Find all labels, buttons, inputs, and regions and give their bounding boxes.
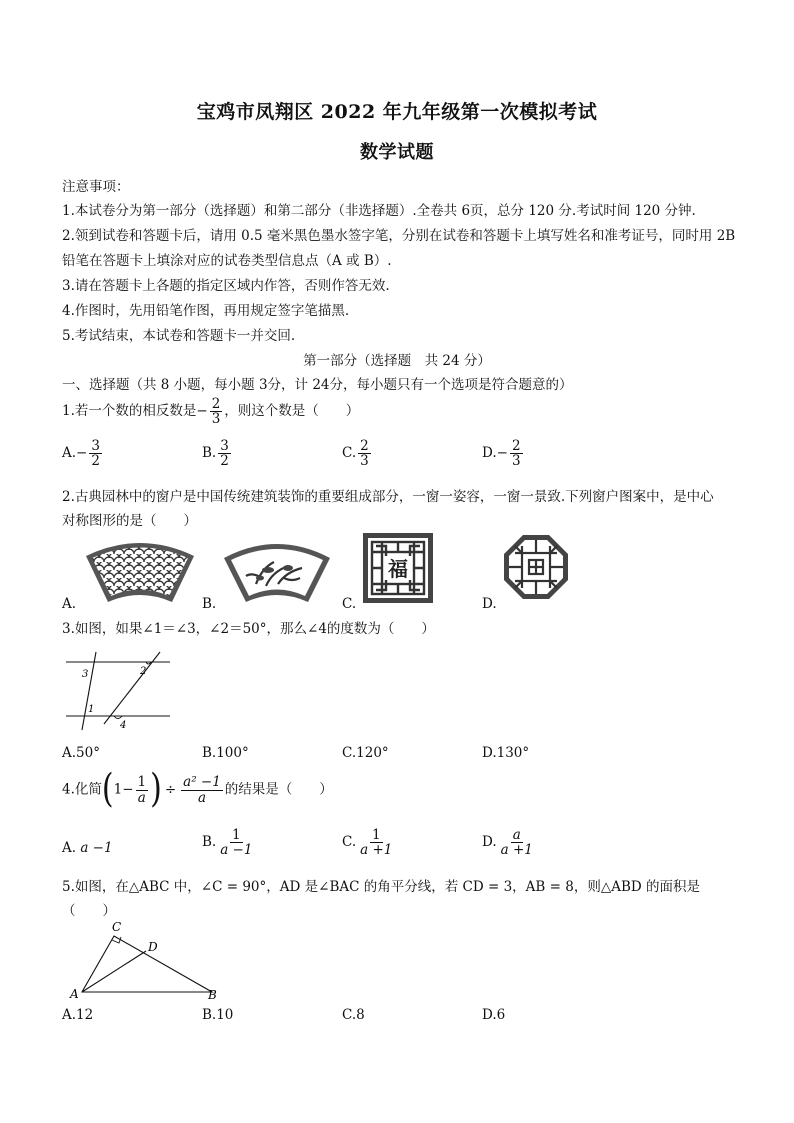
- q4-right-paren: ): [150, 766, 162, 813]
- q4-left-paren: (: [101, 766, 114, 813]
- q1-option-a-sign: −: [76, 445, 88, 462]
- q5-label-c: C: [112, 920, 122, 934]
- q1-option-d-num: 2: [511, 438, 521, 454]
- q5-option-a: A.12: [62, 1007, 94, 1023]
- window-octagon-lattice-image: [503, 534, 569, 600]
- q4-option-c-den: a +1: [360, 842, 393, 859]
- window-fu-glyph: 福: [388, 557, 408, 581]
- q5-option-b: B.10: [202, 1007, 234, 1023]
- q4-option-d-frac: [499, 828, 535, 857]
- q4-option-c-frac: [358, 828, 394, 857]
- notice-item-1: 1.本试卷分为第一部分（选择题）和第二部分（非选择题）.全卷共 6页，总分 120 分.考试时间 120 分钟.: [62, 203, 696, 219]
- q4-f2-den: a: [197, 789, 206, 806]
- q5-option-d: D.6: [482, 1007, 506, 1023]
- q1-option-b-num: 3: [220, 438, 229, 454]
- q5-figure: [66, 918, 226, 1004]
- q1-neg: −: [196, 403, 208, 420]
- q5-triangle-abc: [82, 936, 212, 992]
- q3-option-c: C.120°: [342, 745, 389, 761]
- q1-option-c-frac: [358, 439, 371, 468]
- q3-option-d: D.130°: [482, 745, 530, 761]
- q3-figure: [62, 650, 174, 734]
- q3-transversal-right: [104, 652, 160, 724]
- q5-option-c: C.8: [342, 1007, 365, 1023]
- q1-option-b-den: 2: [220, 453, 229, 470]
- q1-option-d-label: D.: [482, 445, 497, 462]
- notice-item-5: 5.考试结束，本试卷和答题卡一并交回.: [62, 328, 296, 344]
- notice-heading: 注意事项：: [62, 179, 130, 195]
- q3-label-1: 1: [88, 704, 95, 715]
- q4-stem-b: 的结果是（ ）: [224, 781, 333, 798]
- q4-f2-num: a² −1: [183, 774, 221, 791]
- q1-option-c-num: 2: [360, 438, 369, 454]
- q1-den: 3: [211, 411, 221, 428]
- q1-option-b-label: B.: [202, 445, 217, 462]
- q4-option-d-label: D.: [482, 834, 497, 851]
- q4-stem-a: 4.化简: [62, 781, 102, 798]
- q3-label-4: 4: [120, 720, 127, 731]
- notice-item-2-cont: 铅笔在答题卡上填涂对应的试卷类型信息点（A 或 B）.: [62, 253, 392, 269]
- q1-option-d-sign: −: [496, 445, 508, 462]
- exam-title: 宝鸡市凤翔区 2022 年九年级第一次模拟考试: [196, 101, 598, 123]
- q5-bisector-ad: [82, 951, 146, 992]
- question-4: [62, 766, 333, 813]
- q4-option-b-frac: [218, 828, 254, 857]
- q4-option-d-num: a: [512, 827, 521, 843]
- q1-option-d-frac: [510, 439, 523, 468]
- q4-option-c-label: C.: [342, 834, 357, 851]
- q2-option-d: D.: [482, 596, 497, 612]
- q1-stem-b: ，则这个数是（ ）: [224, 403, 360, 420]
- question-1: [62, 397, 359, 426]
- notice-item-2: 2.领到试卷和答题卡后，请用 0.5 毫米黑色墨水签字笔，分别在试卷和答题卡上填写姓名和准考证号，同时用 2B: [62, 228, 736, 244]
- q4-option-b-label: B.: [202, 834, 217, 851]
- q1-num: 2: [211, 396, 221, 412]
- q1-option-b: [202, 439, 233, 468]
- q5-label-d: D: [148, 940, 158, 954]
- q1-stem-a: 1.若一个数的相反数是: [62, 403, 197, 420]
- q3-transversal-left: [82, 652, 96, 730]
- q1-option-a-den: 2: [91, 453, 100, 470]
- q1-option-c-label: C.: [342, 445, 357, 462]
- part1-heading: 第一部分（选择题 共 24 分）: [303, 353, 491, 369]
- q2-line-1: 2.古典园林中的窗户是中国传统建筑装饰的重要组成部分，一窗一姿容，一窗一景致.下列窗户图案中，是中心: [62, 489, 714, 505]
- q3-option-b: B.100°: [202, 745, 249, 761]
- q1-option-a-frac: [89, 439, 102, 468]
- q1-option-a-label: A.: [62, 445, 77, 462]
- q4-option-a-text: a −1: [80, 840, 113, 856]
- q1-fraction: [210, 397, 223, 426]
- q2-line-2: 对称图形的是（ ）: [62, 513, 197, 529]
- window-fan-scales-image: [84, 538, 196, 606]
- question-3: 3.如图，如果∠1＝∠3，∠2＝50°，那么∠4的度数为（ ）: [62, 621, 435, 637]
- window-fan-orchid-image: [222, 538, 332, 606]
- q4-f1-num: 1: [137, 774, 147, 791]
- q4-option-b-num: 1: [232, 827, 241, 843]
- q3-option-a: A.50°: [62, 745, 100, 761]
- window-square-fu-image: [362, 532, 434, 604]
- q5-label-b: B: [208, 988, 217, 1002]
- exam-subtitle: 数学试题: [360, 142, 434, 163]
- q4-option-a: [62, 840, 113, 856]
- q4-one-minus: 1−: [113, 781, 134, 798]
- q3-label-2: 2: [140, 666, 147, 677]
- q1-option-d-den: 3: [511, 453, 521, 470]
- q5-answer-paren: （ ）: [62, 903, 116, 919]
- question-5: 5.如图，在△ABC 中，∠C = 90°，AD 是∠BAC 的角平分线，若 CD = 3，AB = 8，则△ABD 的面积是: [62, 879, 700, 895]
- q4-option-d: [482, 828, 537, 857]
- q2-option-a: A.: [62, 596, 77, 612]
- q4-fraction-2: [181, 775, 223, 804]
- q4-fraction-1: [136, 775, 149, 804]
- q1-option-d: [482, 439, 525, 468]
- q3-label-3: 3: [82, 669, 89, 680]
- section-heading: 一、选择题（共 8 小题，每小题 3分，计 24分，每小题只有一个选项是符合题意的）: [62, 377, 573, 393]
- q2-option-b: B.: [202, 596, 217, 612]
- q4-option-a-label: A.: [62, 840, 77, 856]
- q5-label-a: A: [70, 987, 79, 1001]
- q1-option-b-frac: [218, 439, 231, 468]
- q4-divide: ÷: [164, 781, 177, 798]
- q4-option-c-num: 1: [371, 827, 381, 843]
- q2-option-c: C.: [342, 596, 357, 612]
- q4-option-c: [342, 828, 396, 857]
- q4-option-b: [202, 828, 256, 857]
- q1-option-a-num: 3: [91, 438, 100, 454]
- q4-f1-den: a: [137, 789, 146, 806]
- notice-item-3: 3.请在答题卡上各题的指定区域内作答，否则作答无效.: [62, 278, 390, 294]
- q1-option-c: [342, 439, 373, 468]
- q1-option-c-den: 3: [360, 453, 369, 470]
- q4-option-d-den: a +1: [500, 842, 533, 859]
- q4-option-b-den: a −1: [220, 842, 253, 859]
- q1-option-a: [62, 439, 104, 468]
- notice-item-4: 4.作图时，先用铅笔作图，再用规定签字笔描黑.: [62, 303, 350, 319]
